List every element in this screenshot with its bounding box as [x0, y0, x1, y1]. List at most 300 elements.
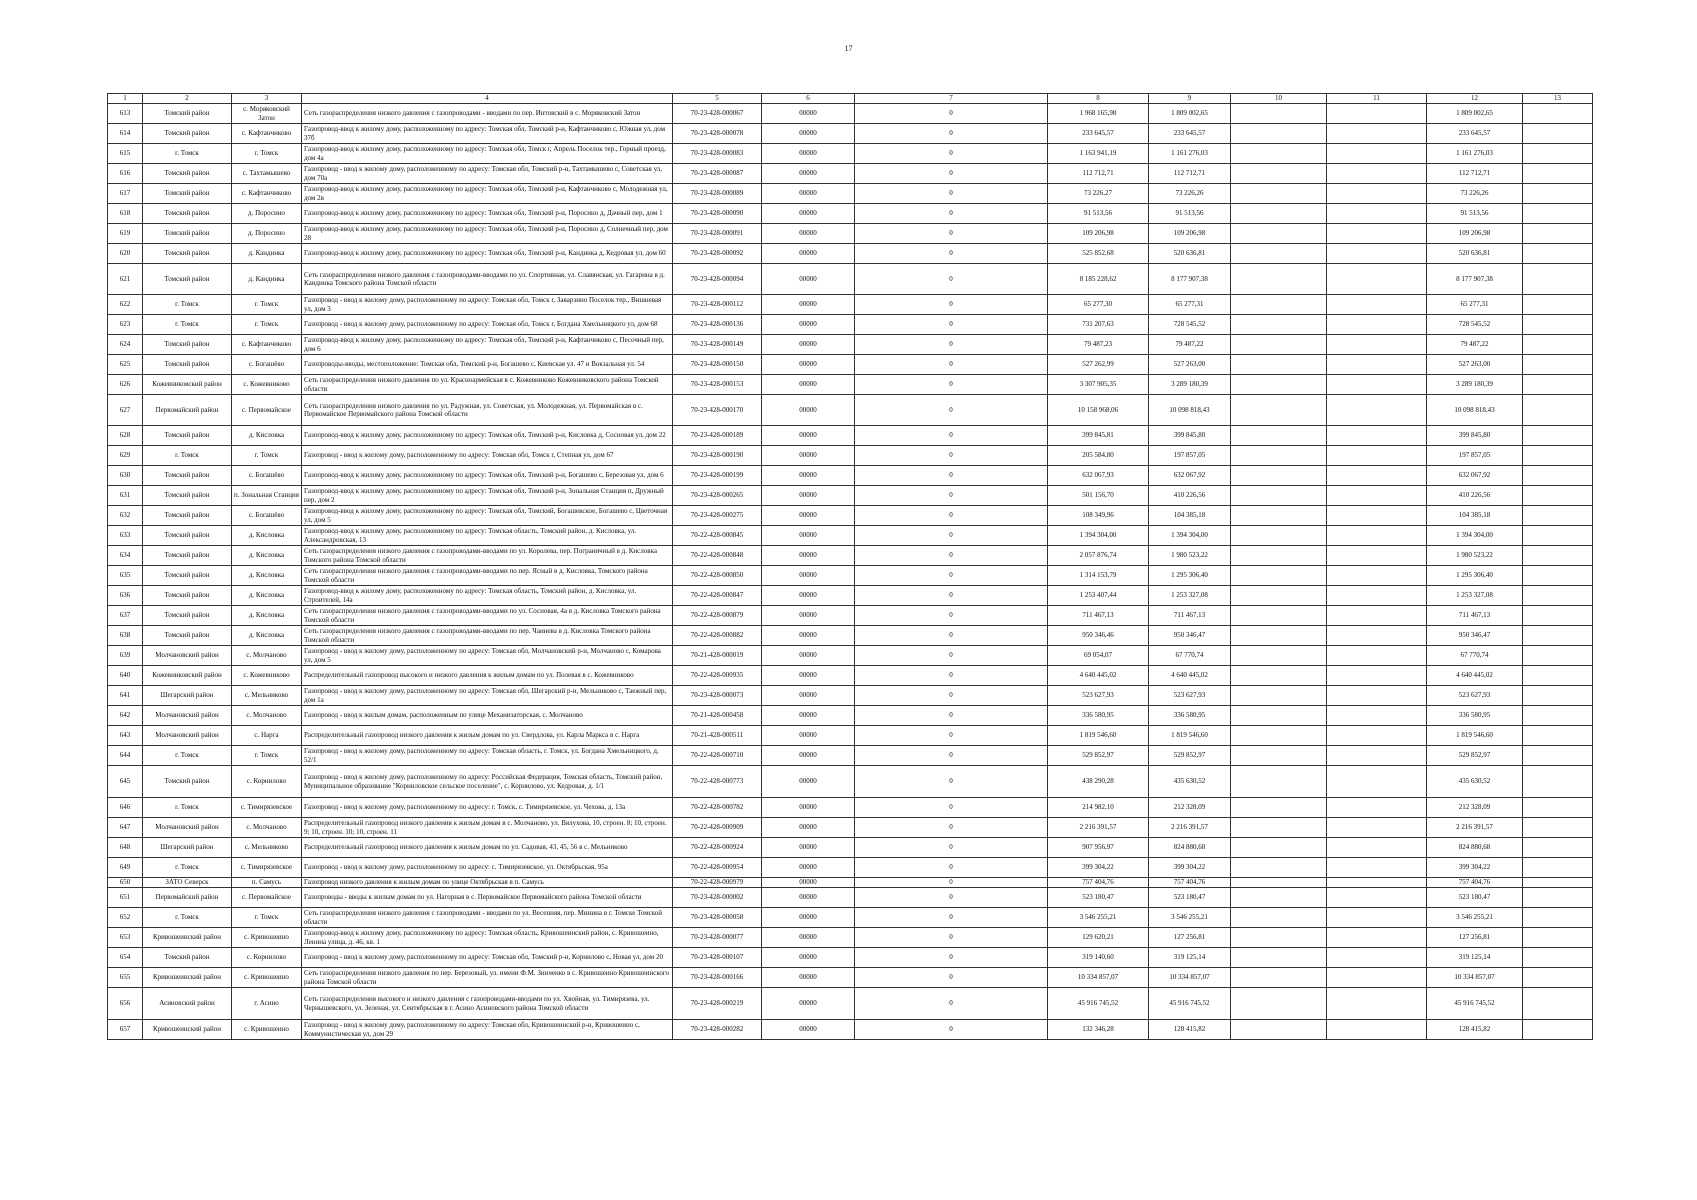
- district: Томский район: [143, 264, 232, 295]
- column-13-value: [1523, 395, 1593, 426]
- column-10-value: [1231, 204, 1327, 224]
- district: Молчановский район: [143, 818, 232, 838]
- cadastral-code: 70-23-428-000107: [673, 948, 762, 968]
- cadastral-code: 70-23-428-000149: [673, 335, 762, 355]
- column-7-value: 0: [855, 184, 1048, 204]
- column-12-value: 79 487,22: [1427, 335, 1523, 355]
- table-row: [108, 908, 1593, 928]
- column-6-value: 00000: [762, 315, 855, 335]
- column-8-value: 319 140,60: [1048, 948, 1149, 968]
- column-header-4: 4: [302, 94, 673, 104]
- column-8-value: 399 845,81: [1048, 426, 1149, 446]
- district: Молчановский район: [143, 706, 232, 726]
- column-9-value: 520 636,81: [1149, 244, 1231, 264]
- row-number: 640: [108, 666, 143, 686]
- table-row: [108, 466, 1593, 486]
- table-row: [108, 486, 1593, 506]
- row-number: 650: [108, 878, 143, 888]
- column-6-value: 00000: [762, 355, 855, 375]
- column-8-value: 45 916 745,52: [1048, 988, 1149, 1020]
- column-12-value: 399 304,22: [1427, 858, 1523, 878]
- column-6-value: 00000: [762, 446, 855, 466]
- cadastral-code: 70-23-428-000170: [673, 395, 762, 426]
- column-8-value: 1 819 546,60: [1048, 726, 1149, 746]
- column-6-value: 00000: [762, 766, 855, 798]
- cadastral-code: 70-21-428-000458: [673, 706, 762, 726]
- district: Томский район: [143, 606, 232, 626]
- row-number: 657: [108, 1020, 143, 1040]
- column-13-value: [1523, 426, 1593, 446]
- column-6-value: 00000: [762, 295, 855, 315]
- column-11-value: [1327, 426, 1427, 446]
- column-11-value: [1327, 686, 1427, 706]
- row-number: 646: [108, 798, 143, 818]
- column-7-value: 0: [855, 1020, 1048, 1040]
- district: Томский район: [143, 184, 232, 204]
- cadastral-code: 70-23-428-000166: [673, 968, 762, 988]
- column-8-value: 108 349,96: [1048, 506, 1149, 526]
- column-header-5: 5: [673, 94, 762, 104]
- column-11-value: [1327, 988, 1427, 1020]
- cadastral-code: 70-23-428-000112: [673, 295, 762, 315]
- row-number: 649: [108, 858, 143, 878]
- cadastral-code: 70-23-428-000275: [673, 506, 762, 526]
- row-number: 617: [108, 184, 143, 204]
- table-row: [108, 355, 1593, 375]
- column-12-value: 529 852,97: [1427, 746, 1523, 766]
- settlement: с. Кафтанчиково: [232, 184, 302, 204]
- column-10-value: [1231, 264, 1327, 295]
- column-7-value: 0: [855, 486, 1048, 506]
- district: г. Томск: [143, 446, 232, 466]
- cadastral-code: 70-22-428-000924: [673, 838, 762, 858]
- cadastral-code: 70-23-428-000067: [673, 104, 762, 124]
- object-description: Газопровод - ввод к жилому дому, расположенному по адресу: Томская обл, Шегарский р-н, Мельниково с, Таежный пер, дом 1а: [302, 686, 673, 706]
- district: г. Томск: [143, 908, 232, 928]
- row-number: 630: [108, 466, 143, 486]
- column-13-value: [1523, 335, 1593, 355]
- column-7-value: 0: [855, 606, 1048, 626]
- column-13-value: [1523, 506, 1593, 526]
- column-6-value: 00000: [762, 858, 855, 878]
- table-row: [108, 798, 1593, 818]
- object-description: Газопровод-ввод к жилому дому, расположенному по адресу: Томская обл, Томский р-н, Кафтанчиково с, Молодежная ул, дом 2в: [302, 184, 673, 204]
- district: Молчановский район: [143, 646, 232, 666]
- column-10-value: [1231, 566, 1327, 586]
- column-7-value: 0: [855, 948, 1048, 968]
- column-6-value: 00000: [762, 184, 855, 204]
- column-10-value: [1231, 606, 1327, 626]
- column-7-value: 0: [855, 335, 1048, 355]
- column-10-value: [1231, 878, 1327, 888]
- column-12-value: 1 809 002,65: [1427, 104, 1523, 124]
- cadastral-code: 70-22-428-000847: [673, 586, 762, 606]
- object-description: Сеть газораспределения низкого давления с газопроводами-вводами по ул. Сосновая, 4а в д. Кисловка Томского района Томской области: [302, 606, 673, 626]
- column-6-value: 00000: [762, 244, 855, 264]
- column-6-value: 00000: [762, 164, 855, 184]
- table-row: [108, 766, 1593, 798]
- row-number: 629: [108, 446, 143, 466]
- column-7-value: 0: [855, 526, 1048, 546]
- column-11-value: [1327, 798, 1427, 818]
- row-number: 614: [108, 124, 143, 144]
- column-8-value: 1 394 304,00: [1048, 526, 1149, 546]
- row-number: 618: [108, 204, 143, 224]
- column-6-value: 00000: [762, 948, 855, 968]
- cadastral-code: 70-22-428-000909: [673, 818, 762, 838]
- column-6-value: 00000: [762, 888, 855, 908]
- column-10-value: [1231, 928, 1327, 948]
- column-7-value: 0: [855, 818, 1048, 838]
- column-8-value: 3 307 905,35: [1048, 375, 1149, 395]
- table-row: [108, 315, 1593, 335]
- column-8-value: 205 584,80: [1048, 446, 1149, 466]
- column-7-value: 0: [855, 375, 1048, 395]
- row-number: 624: [108, 335, 143, 355]
- column-10-value: [1231, 546, 1327, 566]
- object-description: Газопровод - ввод к жилым домам, расположенным по улице Механизаторская, с. Молчаново: [302, 706, 673, 726]
- district: Томский район: [143, 506, 232, 526]
- column-6-value: 00000: [762, 878, 855, 888]
- column-9-value: 212 328,09: [1149, 798, 1231, 818]
- district: Кривошеинский район: [143, 968, 232, 988]
- column-9-value: 1 161 276,03: [1149, 144, 1231, 164]
- row-number: 622: [108, 295, 143, 315]
- row-number: 639: [108, 646, 143, 666]
- column-11-value: [1327, 315, 1427, 335]
- district: Томский район: [143, 204, 232, 224]
- column-8-value: 109 206,98: [1048, 224, 1149, 244]
- table-row: [108, 1020, 1593, 1040]
- object-description: Газопровод - ввод к жилому дому, расположенному по адресу: Томская обл, Томский р-н, Корнилово с, Новая ул, дом 20: [302, 948, 673, 968]
- district: Шегарский район: [143, 838, 232, 858]
- column-7-value: 0: [855, 726, 1048, 746]
- column-8-value: 10 334 857,07: [1048, 968, 1149, 988]
- column-13-value: [1523, 766, 1593, 798]
- cadastral-code: 70-22-428-000935: [673, 666, 762, 686]
- column-12-value: 824 880,68: [1427, 838, 1523, 858]
- column-10-value: [1231, 486, 1327, 506]
- column-8-value: 91 513,56: [1048, 204, 1149, 224]
- column-13-value: [1523, 164, 1593, 184]
- object-description: Газопровод-ввод к жилому дому, расположенному по адресу: Томская область, Томский район, д. Кисловка, ул. Строителей, 14а: [302, 586, 673, 606]
- cadastral-code: 70-23-428-000078: [673, 124, 762, 144]
- column-12-value: 3 289 180,39: [1427, 375, 1523, 395]
- column-12-value: 73 226,26: [1427, 184, 1523, 204]
- cadastral-code: 70-23-428-000092: [673, 244, 762, 264]
- column-11-value: [1327, 858, 1427, 878]
- settlement: д. Кисловка: [232, 526, 302, 546]
- column-7-value: 0: [855, 798, 1048, 818]
- column-13-value: [1523, 546, 1593, 566]
- row-number: 627: [108, 395, 143, 426]
- column-11-value: [1327, 204, 1427, 224]
- column-8-value: 907 956,97: [1048, 838, 1149, 858]
- column-12-value: 711 467,13: [1427, 606, 1523, 626]
- column-10-value: [1231, 746, 1327, 766]
- column-6-value: 00000: [762, 486, 855, 506]
- column-6-value: 00000: [762, 224, 855, 244]
- row-number: 643: [108, 726, 143, 746]
- column-header-1: 1: [108, 94, 143, 104]
- settlement: д. Кисловка: [232, 606, 302, 626]
- column-9-value: 1 253 327,08: [1149, 586, 1231, 606]
- column-header-9: 9: [1149, 94, 1231, 104]
- column-9-value: 1 980 523,22: [1149, 546, 1231, 566]
- district: Томский район: [143, 335, 232, 355]
- settlement: д. Кандинка: [232, 244, 302, 264]
- row-number: 642: [108, 706, 143, 726]
- cadastral-code: 70-22-428-000848: [673, 546, 762, 566]
- column-12-value: 435 630,52: [1427, 766, 1523, 798]
- column-12-value: 950 346,47: [1427, 626, 1523, 646]
- column-12-value: 197 857,05: [1427, 446, 1523, 466]
- column-10-value: [1231, 888, 1327, 908]
- object-description: Газопровод-ввод к жилому дому, расположенному по адресу: Томская обл, Томский р-н, Зональная Станция п, Дружный пер, дом 2: [302, 486, 673, 506]
- column-8-value: 336 580,95: [1048, 706, 1149, 726]
- district: Томский район: [143, 586, 232, 606]
- row-number: 654: [108, 948, 143, 968]
- column-8-value: 233 645,57: [1048, 124, 1149, 144]
- column-10-value: [1231, 526, 1327, 546]
- table-row: [108, 626, 1593, 646]
- column-13-value: [1523, 606, 1593, 626]
- column-8-value: 501 156,70: [1048, 486, 1149, 506]
- column-9-value: 104 385,18: [1149, 506, 1231, 526]
- object-description: Сеть газораспределения низкого давления с газопроводами-вводами по ул. Спортивная, ул. Славянская, ул. Гагарина в д. Кандинка Томского района Томской области: [302, 264, 673, 295]
- cadastral-code: 70-23-428-000087: [673, 164, 762, 184]
- object-description: Газопровод низкого давления к жилым домам по улице Октябрьская в п. Самусь: [302, 878, 673, 888]
- column-10-value: [1231, 726, 1327, 746]
- settlement: д. Кисловка: [232, 586, 302, 606]
- column-8-value: 731 207,63: [1048, 315, 1149, 335]
- column-13-value: [1523, 204, 1593, 224]
- table-row: [108, 706, 1593, 726]
- row-number: 633: [108, 526, 143, 546]
- district: г. Томск: [143, 798, 232, 818]
- column-11-value: [1327, 335, 1427, 355]
- column-13-value: [1523, 888, 1593, 908]
- column-13-value: [1523, 818, 1593, 838]
- column-13-value: [1523, 144, 1593, 164]
- column-11-value: [1327, 726, 1427, 746]
- settlement: д. Поросино: [232, 204, 302, 224]
- settlement: с. Кожевниково: [232, 375, 302, 395]
- column-10-value: [1231, 395, 1327, 426]
- column-6-value: 00000: [762, 526, 855, 546]
- column-8-value: 3 546 255,21: [1048, 908, 1149, 928]
- column-13-value: [1523, 124, 1593, 144]
- column-13-value: [1523, 928, 1593, 948]
- column-12-value: 336 580,95: [1427, 706, 1523, 726]
- cadastral-code: 70-23-428-000136: [673, 315, 762, 335]
- column-7-value: 0: [855, 646, 1048, 666]
- column-9-value: 1 394 304,00: [1149, 526, 1231, 546]
- column-11-value: [1327, 908, 1427, 928]
- column-6-value: 00000: [762, 686, 855, 706]
- column-11-value: [1327, 375, 1427, 395]
- column-12-value: 1 295 306,40: [1427, 566, 1523, 586]
- cadastral-code: 70-23-428-000083: [673, 144, 762, 164]
- column-7-value: 0: [855, 746, 1048, 766]
- column-6-value: 00000: [762, 908, 855, 928]
- column-13-value: [1523, 666, 1593, 686]
- district: Кожевниковский район: [143, 375, 232, 395]
- column-12-value: 3 546 255,21: [1427, 908, 1523, 928]
- object-description: Сеть газораспределения низкого давления по ул. Красноармейская в с. Кожевниково Кожевниковского района Томской области: [302, 375, 673, 395]
- table-row: [108, 948, 1593, 968]
- column-7-value: 0: [855, 686, 1048, 706]
- column-9-value: 1 295 306,40: [1149, 566, 1231, 586]
- cadastral-code: 70-23-428-000189: [673, 426, 762, 446]
- object-description: Сеть газораспределения низкого давления по ул. Радужная, ул. Советская, ул. Молодежная, ул. Первомайская в с. Первомайское Первомайского района Томской области: [302, 395, 673, 426]
- page-number: 17: [844, 44, 853, 53]
- header-row: [108, 94, 1593, 104]
- column-7-value: 0: [855, 888, 1048, 908]
- column-8-value: 73 226,27: [1048, 184, 1149, 204]
- cadastral-code: 70-22-428-000845: [673, 526, 762, 546]
- cadastral-code: 70-22-428-000773: [673, 766, 762, 798]
- column-9-value: 399 304,22: [1149, 858, 1231, 878]
- settlement: с. Молчаново: [232, 706, 302, 726]
- column-6-value: 00000: [762, 928, 855, 948]
- column-10-value: [1231, 244, 1327, 264]
- column-7-value: 0: [855, 426, 1048, 446]
- column-9-value: 10 334 857,07: [1149, 968, 1231, 988]
- column-12-value: 109 206,98: [1427, 224, 1523, 244]
- column-9-value: 91 513,56: [1149, 204, 1231, 224]
- district: Первомайский район: [143, 888, 232, 908]
- object-description: Газопровод-ввод к жилому дому, расположенному по адресу: Томская обл, Томский р-н, Кандинка д, Кедровая ул, дом 60: [302, 244, 673, 264]
- column-11-value: [1327, 446, 1427, 466]
- column-13-value: [1523, 466, 1593, 486]
- column-6-value: 00000: [762, 606, 855, 626]
- object-description: Газопровод-ввод к жилому дому, расположенному по адресу: Томская область, Томский район, д. Кисловка, ул. Александровская, 13: [302, 526, 673, 546]
- object-description: Сеть газораспределения низкого давления с газопроводами-вводами по пер. Ясный в д. Кисловка, Томского района Томской области: [302, 566, 673, 586]
- column-6-value: 00000: [762, 426, 855, 446]
- column-9-value: 757 404,76: [1149, 878, 1231, 888]
- object-description: Газопровод - ввод к жилому дому, расположенному по адресу: Томская обл, Томский р-н, Тахтамышево с, Советская ул, дом 70а: [302, 164, 673, 184]
- table-row: [108, 686, 1593, 706]
- column-6-value: 00000: [762, 204, 855, 224]
- column-10-value: [1231, 315, 1327, 335]
- settlement: с. Кривошеино: [232, 1020, 302, 1040]
- column-10-value: [1231, 666, 1327, 686]
- district: Шегарский район: [143, 686, 232, 706]
- column-6-value: 00000: [762, 506, 855, 526]
- column-6-value: 00000: [762, 646, 855, 666]
- column-8-value: 1 163 941,19: [1048, 144, 1149, 164]
- column-9-value: 435 630,52: [1149, 766, 1231, 798]
- column-8-value: 132 346,28: [1048, 1020, 1149, 1040]
- column-7-value: 0: [855, 838, 1048, 858]
- column-10-value: [1231, 104, 1327, 124]
- column-13-value: [1523, 726, 1593, 746]
- column-8-value: 8 185 228,62: [1048, 264, 1149, 295]
- table-row: [108, 164, 1593, 184]
- column-8-value: 1 253 407,44: [1048, 586, 1149, 606]
- settlement: с. Тимирязевское: [232, 858, 302, 878]
- column-10-value: [1231, 908, 1327, 928]
- cadastral-code: 70-22-428-000879: [673, 606, 762, 626]
- column-11-value: [1327, 606, 1427, 626]
- column-13-value: [1523, 686, 1593, 706]
- cadastral-code: 70-23-428-000077: [673, 928, 762, 948]
- column-6-value: 00000: [762, 798, 855, 818]
- column-11-value: [1327, 244, 1427, 264]
- column-6-value: 00000: [762, 726, 855, 746]
- column-12-value: 399 845,80: [1427, 426, 1523, 446]
- column-9-value: 4 640 445,02: [1149, 666, 1231, 686]
- column-6-value: 00000: [762, 1020, 855, 1040]
- column-8-value: 523 180,47: [1048, 888, 1149, 908]
- table-row: [108, 968, 1593, 988]
- column-6-value: 00000: [762, 626, 855, 646]
- column-7-value: 0: [855, 908, 1048, 928]
- column-13-value: [1523, 706, 1593, 726]
- row-number: 645: [108, 766, 143, 798]
- settlement: с. Богашёво: [232, 355, 302, 375]
- column-13-value: [1523, 355, 1593, 375]
- column-12-value: 527 263,00: [1427, 355, 1523, 375]
- column-12-value: 8 177 907,38: [1427, 264, 1523, 295]
- table-row: [108, 988, 1593, 1020]
- table-row: [108, 244, 1593, 264]
- column-12-value: 523 627,93: [1427, 686, 1523, 706]
- column-9-value: 399 845,80: [1149, 426, 1231, 446]
- table-row: [108, 184, 1593, 204]
- column-11-value: [1327, 355, 1427, 375]
- column-7-value: 0: [855, 878, 1048, 888]
- district: Молчановский район: [143, 726, 232, 746]
- column-10-value: [1231, 224, 1327, 244]
- column-12-value: 112 712,71: [1427, 164, 1523, 184]
- settlement: г. Томск: [232, 295, 302, 315]
- column-10-value: [1231, 586, 1327, 606]
- settlement: г. Томск: [232, 315, 302, 335]
- column-7-value: 0: [855, 858, 1048, 878]
- column-8-value: 65 277,30: [1048, 295, 1149, 315]
- settlement: с. Тахтамышево: [232, 164, 302, 184]
- column-13-value: [1523, 586, 1593, 606]
- column-10-value: [1231, 798, 1327, 818]
- column-13-value: [1523, 948, 1593, 968]
- column-6-value: 00000: [762, 144, 855, 164]
- column-11-value: [1327, 706, 1427, 726]
- settlement: с. Кожевниково: [232, 666, 302, 686]
- column-7-value: 0: [855, 626, 1048, 646]
- column-7-value: 0: [855, 466, 1048, 486]
- column-6-value: 00000: [762, 466, 855, 486]
- column-10-value: [1231, 838, 1327, 858]
- object-description: Газопроводы - вводы к жилым домам по ул. Нагорная в с. Первомайское Первомайского района Томской области: [302, 888, 673, 908]
- column-8-value: 711 467,13: [1048, 606, 1149, 626]
- column-11-value: [1327, 104, 1427, 124]
- district: Томский район: [143, 124, 232, 144]
- object-description: Газопровод-ввод к жилому дому, расположенному по адресу: Томская обл, Томский р-н, Поросино д, Дачный пер, дом 1: [302, 204, 673, 224]
- cadastral-code: 70-23-428-000094: [673, 264, 762, 295]
- column-7-value: 0: [855, 988, 1048, 1020]
- object-description: Сеть газораспределения низкого давления с газопроводами - вводами по ул. Весенняя, пер. Минина в г. Томске Томской области: [302, 908, 673, 928]
- row-number: 638: [108, 626, 143, 646]
- column-6-value: 00000: [762, 375, 855, 395]
- table-body: [108, 104, 1593, 1040]
- column-11-value: [1327, 1020, 1427, 1040]
- column-12-value: 91 513,56: [1427, 204, 1523, 224]
- row-number: 616: [108, 164, 143, 184]
- column-9-value: 711 467,13: [1149, 606, 1231, 626]
- object-description: Сеть газораспределения низкого давления по пер. Березовый, ул. имени Ф.М. Зинченко в с. Кривошеино Кривошеинского района Томской области: [302, 968, 673, 988]
